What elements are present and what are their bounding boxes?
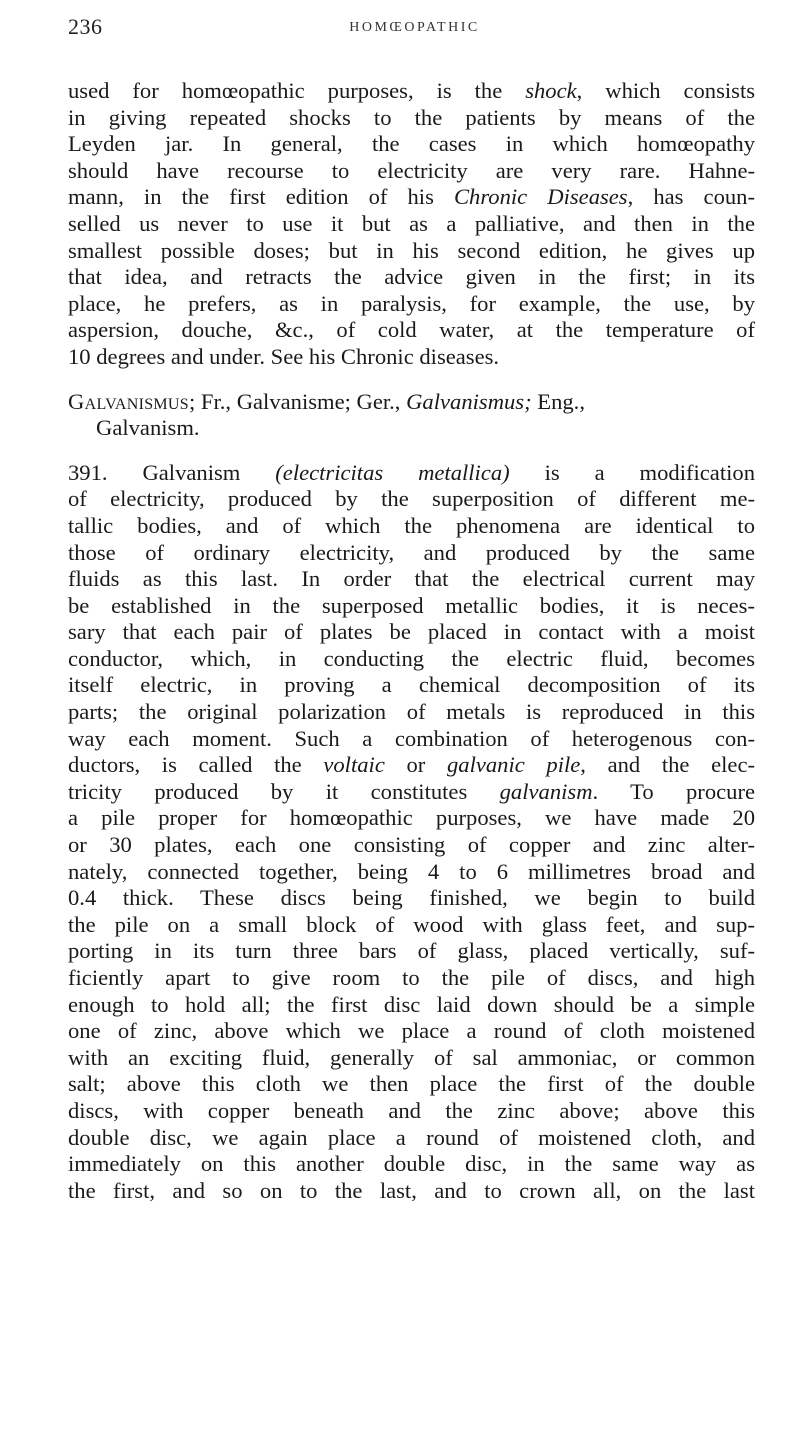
text-line: mann, in the first edition of his Chronic Diseases, has coun- [68, 184, 755, 210]
text-line: ficiently apart to give room to the pile of discs, and high [68, 965, 755, 990]
entry-term-italic: Galvanismus; [406, 388, 532, 414]
text-line: 10 degrees and under. See his Chronic diseases. [68, 343, 500, 369]
text-line: way each moment. Such a combination of heterogenous con- [68, 725, 755, 751]
text-line: discs, with copper beneath and the zinc above; above this [68, 1097, 755, 1123]
text-line: ductors, is called the voltaic or galvanic pile, and the elec- [68, 752, 755, 778]
text-line: aspersion, douche, &c., of cold water, at the temperature of [68, 317, 755, 343]
text-line: double disc, we again place a round of moistened cloth, and [68, 1124, 755, 1150]
text-line: used for homœopathic purposes, is the shock, which consists [68, 78, 756, 103]
text-line: with an exciting fluid, generally of sal ammoniac, or common [68, 1044, 755, 1070]
text-line: selled us never to use it but as a palliative, and then in the [68, 210, 755, 236]
text-line: smallest possible doses; but in his second edition, he gives up [68, 237, 755, 263]
body-text [68, 78, 755, 1204]
text-line: tallic bodies, and of which the phenomena are identical to [68, 512, 755, 538]
text-line: enough to hold all; the first disc laid down should be a simple [68, 991, 755, 1017]
entry-term: Galvanismus [68, 388, 189, 414]
text-line: in giving repeated shocks to the patients by means of the [68, 104, 755, 130]
text-line: itself electric, in proving a chemical decomposition of its [68, 672, 755, 698]
text-line: 391. Galvanism (electricitas metallica) is a modification [68, 459, 755, 485]
entry-translations-end: Eng., [531, 388, 585, 414]
text-line: conductor, which, in conducting the electric fluid, becomes [68, 645, 755, 671]
paragraph-391 [68, 460, 755, 1205]
text-line: the first, and so on to the last, and to crown all, on the last [68, 1177, 755, 1203]
text-line: should have recourse to electricity are very rare. Hahne- [68, 157, 755, 183]
page-header [68, 14, 761, 44]
galvanismus-entry-heading [68, 389, 755, 442]
entry-translations: ; Fr., Galvanisme; Ger., [188, 388, 407, 414]
text-line: Leyden jar. In general, the cases in which homœopathy [68, 131, 755, 157]
running-title: HOMŒOPATHIC [349, 20, 480, 35]
text-line: 0.4 thick. These discs being finished, we begin to build [68, 885, 755, 911]
entry-english-term: Galvanism. [96, 415, 200, 441]
page-number: 236 [68, 14, 103, 39]
text-line: be established in the superposed metallic bodies, it is neces- [68, 592, 755, 618]
text-line: nately, connected together, being 4 to 6 millimetres broad and [68, 858, 755, 884]
text-line: or 30 plates, each one consisting of copper and zinc alter- [68, 832, 755, 858]
text-line: immediately on this another double disc, in the same way as [68, 1151, 755, 1177]
text-line: salt; above this cloth we then place the first of the double [68, 1071, 755, 1097]
text-line: porting in its turn three bars of glass, placed vertically, suf- [68, 938, 755, 964]
text-line: the pile on a small block of wood with glass feet, and sup- [68, 911, 755, 937]
text-line: fluids as this last. In order that the electrical current may [68, 566, 755, 592]
text-line: that idea, and retracts the advice given in the first; in its [68, 264, 755, 290]
text-line: parts; the original polarization of metals is reproduced in this [68, 699, 755, 725]
text-line: sary that each pair of plates be placed in contact with a moist [68, 619, 755, 645]
text-line: those of ordinary electricity, and produced by the same [68, 539, 755, 565]
paragraph-electricity [68, 78, 755, 371]
text-line: of electricity, produced by the superposition of different me- [68, 486, 755, 512]
text-line: place, he prefers, as in paralysis, for example, the use, by [68, 290, 755, 316]
text-line: tricity produced by it constitutes galvanism. To procure [68, 778, 755, 804]
text-line: a pile proper for homœopathic purposes, we have made 20 [68, 805, 755, 831]
text-line: one of zinc, above which we place a round of cloth moistened [68, 1018, 755, 1044]
